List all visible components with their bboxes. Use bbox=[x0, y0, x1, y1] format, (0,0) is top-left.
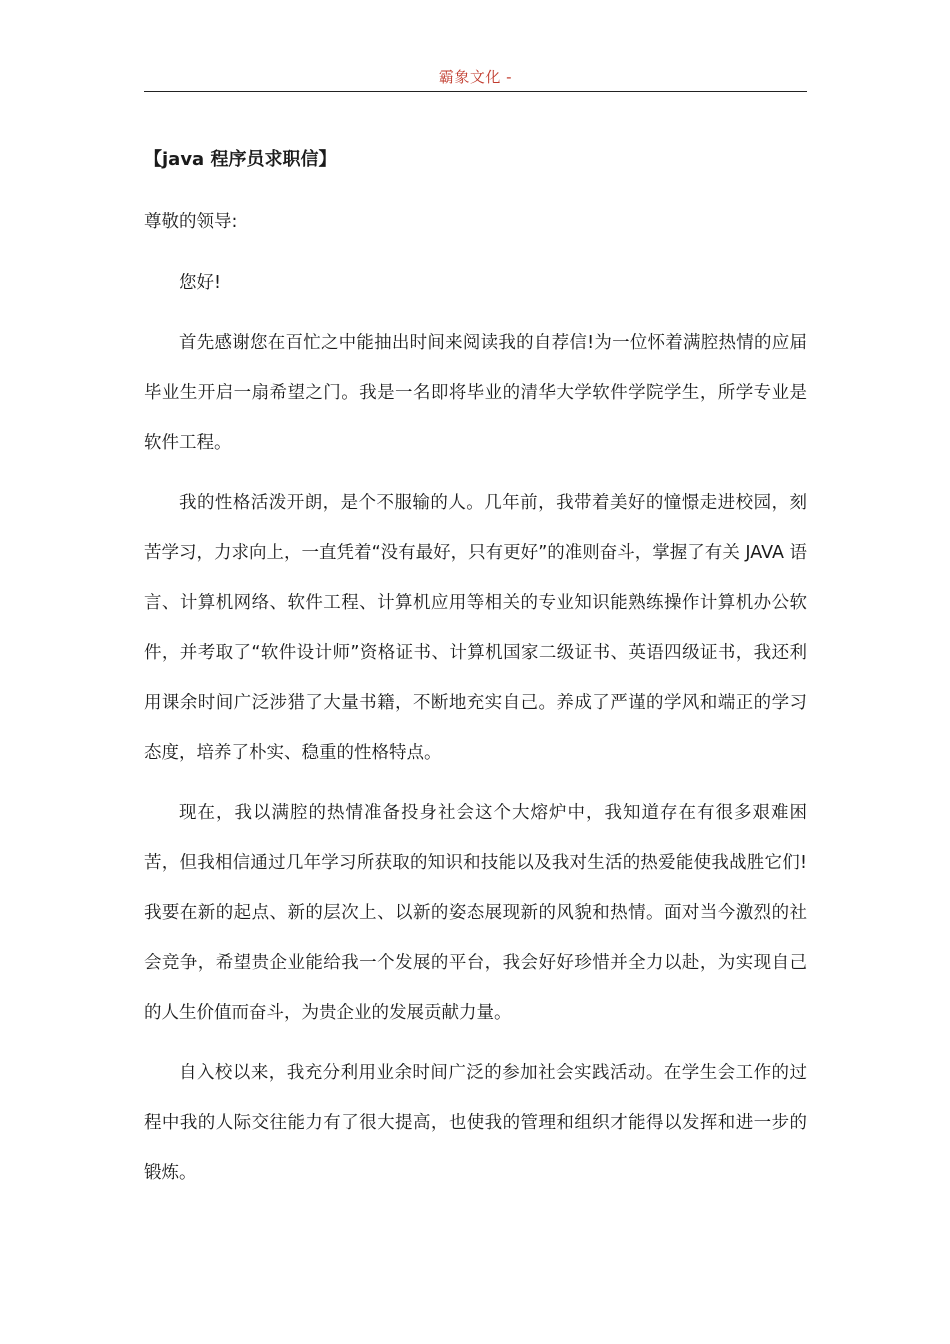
paragraph-aspiration: 现在，我以满腔的热情准备投身社会这个大熔炉中，我知道存在有很多艰难困苦，但我相信通过几年学习所获取的知识和技能以及我对生活的热爱能使我战胜它们!我要在新的起点、新的层次上、以新的姿态展现新的风貌和热情。面对当今激烈的社会竞争，希望贵企业能给我一个发展的平台，我会好好珍惜并全力以赴，为实现自己的人生价值而奋斗，为贵企业的发展贡献力量。 bbox=[144, 803, 807, 1023]
letter-greeting: 您好! bbox=[179, 273, 222, 293]
paragraph-personality: 我的性格活泼开朗，是个不服输的人。几年前，我带着美好的憧憬走进校园，刻苦学习，力求向上，一直凭着“没有最好，只有更好”的准则奋斗，掌握了有关 JAVA 语言、计算机网络、软件工程、计算机应用等相关的专业知识能熟练操作计算机办公软件，并考取了“软件设计师”资格证书、计算机国家二级证书、英语四级证书，我还利用课余时间广泛涉猎了大量书籍，不断地充实自己。养成了严谨的学风和端正的学习态度，培养了朴实、稳重的性格特点。 bbox=[144, 493, 807, 763]
letter-body bbox=[144, 140, 807, 1198]
paragraph-intro: 首先感谢您在百忙之中能抽出时间来阅读我的自荐信!为一位怀着满腔热情的应届毕业生开启一扇希望之门。我是一名即将毕业的清华大学软件学院学生，所学专业是软件工程。 bbox=[144, 333, 807, 453]
paragraph-activities: 自入校以来，我充分利用业余时间广泛的参加社会实践活动。在学生会工作的过程中我的人际交往能力有了很大提高，也使我的管理和组织才能得以发挥和进一步的锻炼。 bbox=[144, 1063, 807, 1183]
letter-title: 【java 程序员求职信】 bbox=[144, 149, 337, 170]
page-header bbox=[144, 66, 807, 92]
letter-salutation: 尊敬的领导: bbox=[144, 212, 238, 232]
header-text: 霸象文化 - bbox=[438, 68, 513, 86]
